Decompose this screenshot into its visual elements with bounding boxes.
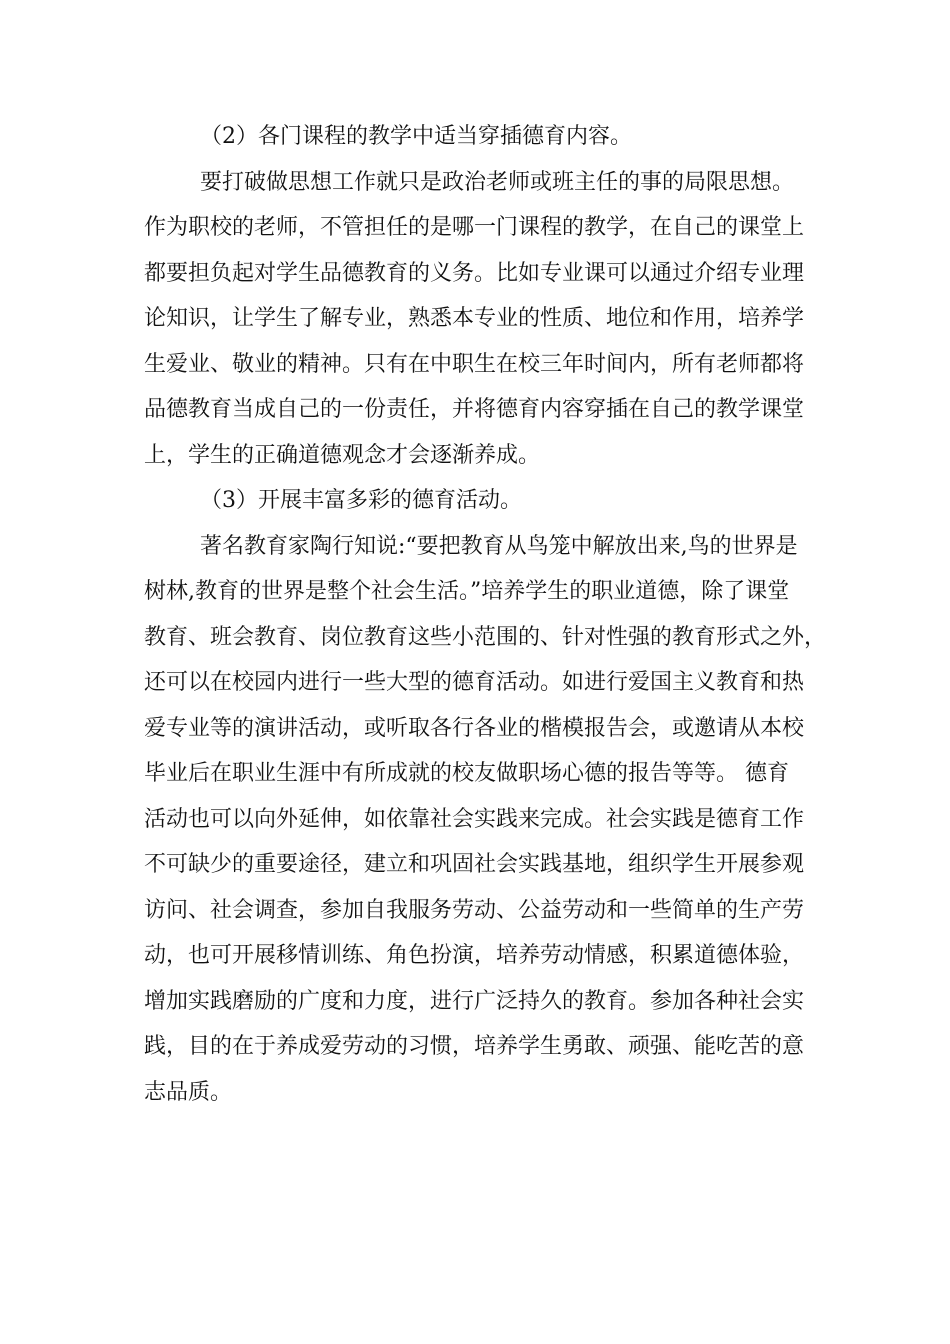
paragraph-line: 都要担负起对学生品德教育的义务。比如专业课可以通过介绍专业理 xyxy=(144,260,805,286)
paragraph-line: 践，目的在于养成爱劳动的习惯，培养学生勇敢、顽强、能吃苦的意 xyxy=(144,1034,805,1059)
paragraph-line: 访问、社会调查，参加自我服务劳动、公益劳动和一些简单的生产劳 xyxy=(144,897,805,923)
paragraph-line: 毕业后在职业生涯中有所成就的校友做职场心德的报告等等。 德育 xyxy=(144,761,789,786)
section-2-heading: （2）各门课程的教学中适当穿插德育内容。 xyxy=(200,124,632,149)
paragraph-line: 树林,教育的世界是整个社会生活。”培养学生的职业道德，除了课堂 xyxy=(144,579,790,604)
paragraph-line: 品德教育当成自己的一份责任，并将德育内容穿插在自己的教学课堂 xyxy=(144,397,805,422)
paragraph-line: 不可缺少的重要途径，建立和巩固社会实践基地，组织学生开展参观 xyxy=(144,852,805,877)
paragraph-line: 活动也可以向外延伸，如依靠社会实践来完成。社会实践是德育工作 xyxy=(144,806,805,832)
document-page xyxy=(144,114,827,1115)
paragraph-line: 作为职校的老师，不管担任的是哪一门课程的教学，在自己的课堂上 xyxy=(144,215,805,240)
paragraph-line: 动，也可开展移情训练、角色扮演，培养劳动情感，积累道德体验， xyxy=(144,943,805,968)
paragraph-line: 生爱业、敬业的精神。只有在中职生在校三年时间内，所有老师都将 xyxy=(144,351,805,377)
paragraph-line: 要打破做思想工作就只是政治老师或班主任的事的局限思想。 xyxy=(200,169,795,195)
paragraph-line: 还可以在校园内进行一些大型的德育活动。如进行爱国主义教育和热 xyxy=(144,670,805,695)
paragraph-line: 论知识，让学生了解专业，熟悉本专业的性质、地位和作用，培养学 xyxy=(144,306,805,331)
paragraph-line: 增加实践磨励的广度和力度，进行广泛持久的教育。参加各种社会实 xyxy=(144,988,805,1014)
section-3-heading: （3）开展丰富多彩的德育活动。 xyxy=(200,488,522,513)
paragraph-line: 教育、班会教育、岗位教育这些小范围的、针对性强的教育形式之外， xyxy=(144,624,827,650)
paragraph-line: 爱专业等的演讲活动，或听取各行各业的楷模报告会，或邀请从本校 xyxy=(144,715,805,741)
paragraph-line: 志品质。 xyxy=(144,1079,233,1105)
paragraph-line: 上，学生的正确道德观念才会逐渐养成。 xyxy=(144,442,541,468)
paragraph-line: 著名教育家陶行知说:“要把教育从鸟笼中解放出来,鸟的世界是 xyxy=(200,533,798,559)
